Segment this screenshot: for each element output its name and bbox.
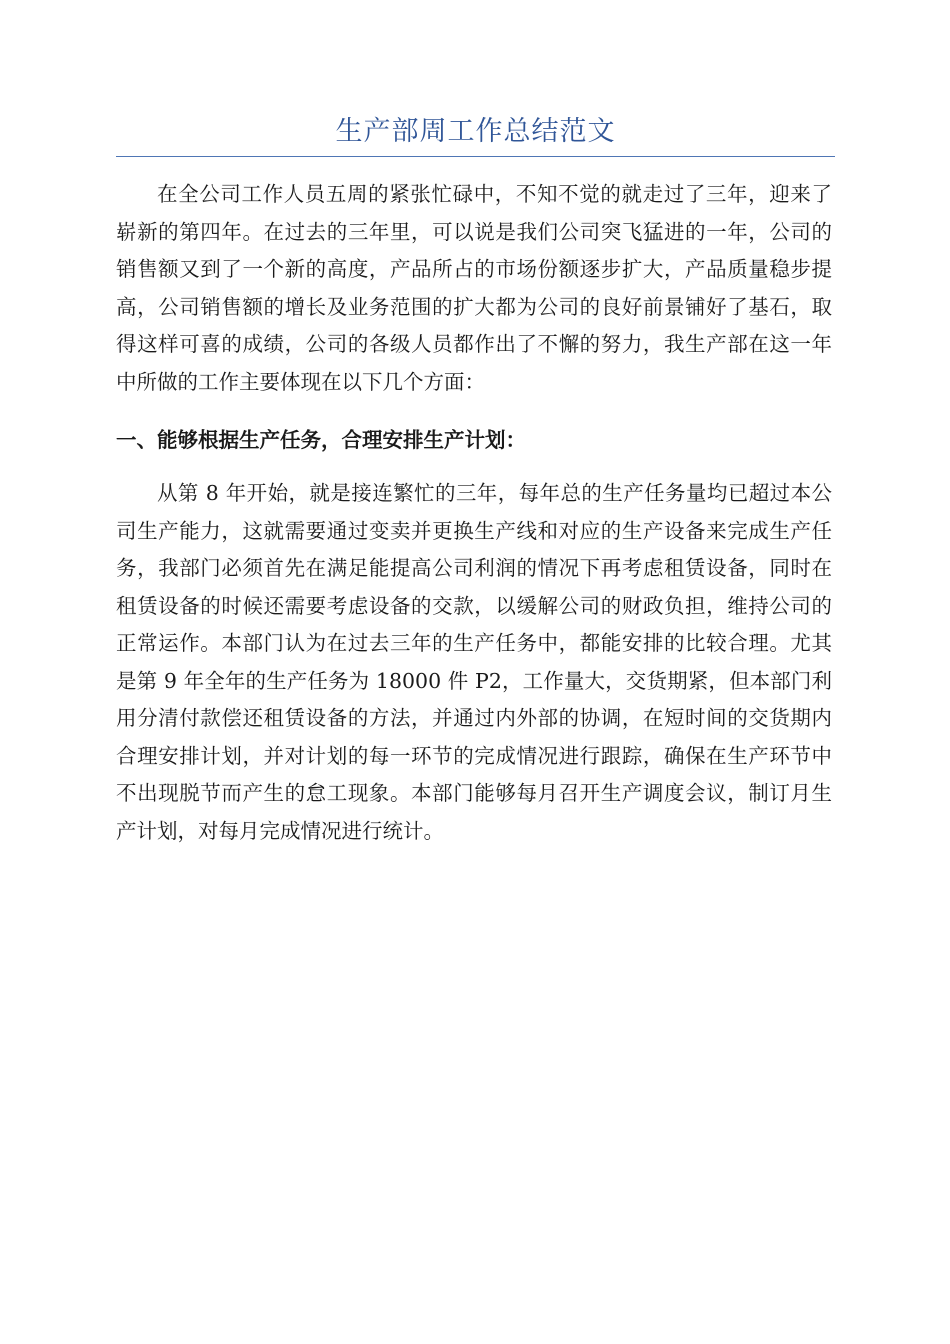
- title-block: [116, 112, 835, 157]
- section-heading: 一、能够根据生产任务，合理安排生产计划：: [116, 428, 526, 452]
- intro-paragraph: 在全公司工作人员五周的紧张忙碌中，不知不觉的就走过了三年，迎来了崭新的第四年。在过去的三年里，可以说是我们公司突飞猛进的一年，公司的销售额又到了一个新的高度，产品所占的市场份额逐步扩大，产品质量稳步提高，公司销售额的增长及业务范围的扩大都为公司的良好前景铺好了基石，取得这样可喜的成绩，公司的各级人员都作出了不懈的努力，我生产部在这一年中所做的工作主要体现在以下几个方面：: [116, 182, 832, 394]
- page-title: 生产部周工作总结范文: [335, 116, 616, 147]
- section-paragraph: 从第 8 年开始，就是接连繁忙的三年，每年总的生产任务量均已超过本公司生产能力，这就需要通过变卖并更换生产线和对应的生产设备来完成生产任务，我部门必须首先在满足能提高公司利润的情况下再考虑租赁设备，同时在租赁设备的时候还需要考虑设备的交款，以缓解公司的财政负担，维持公司的正常运作。本部门认为在过去三年的生产任务中，都能安排的比较合理。尤其是第 9 年全年的生产任务为 18000 件 P2，工作量大，交货期紧，但本部门利用分清付款偿还租赁设备的方法，并通过内外部的协调，在短时间的交货期内合理安排计划，并对计划的每一环节的完成情况进行跟踪，确保在生产环节中不出现脱节而产生的怠工现象。本部门能够每月召开生产调度会议，制订月生产计划，对每月完成情况进行统计。: [116, 481, 832, 843]
